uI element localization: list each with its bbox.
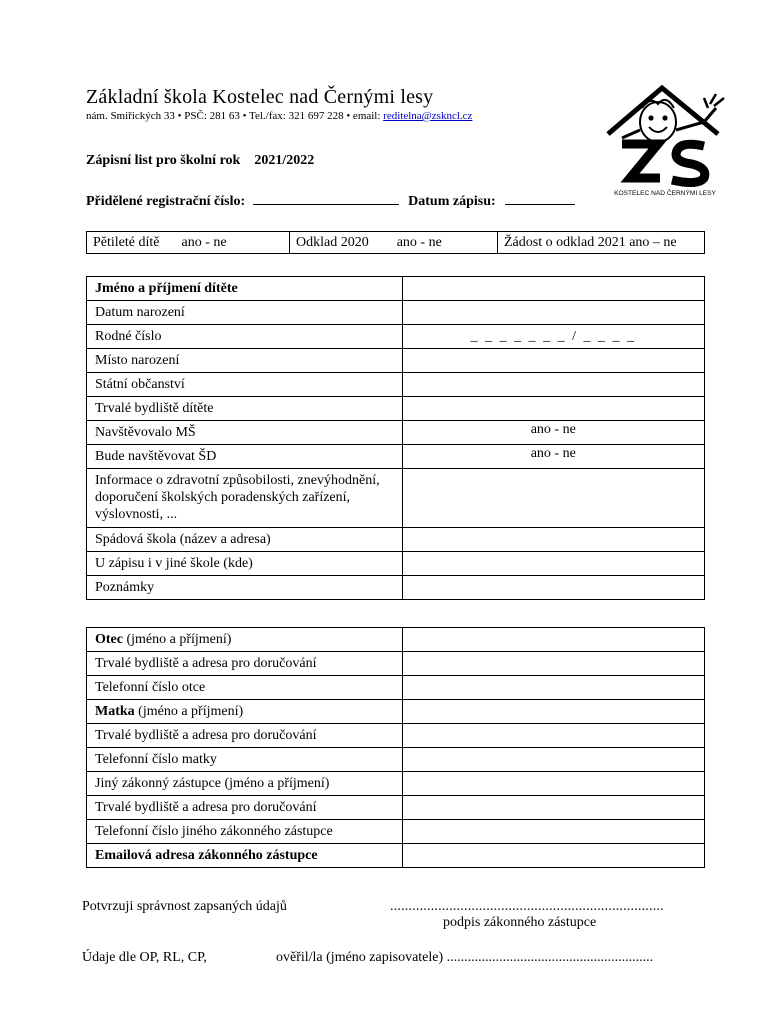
guardian-email-label: Emailová adresa zákonného zástupce	[87, 844, 403, 868]
table-row	[87, 628, 705, 652]
notes-field[interactable]	[402, 576, 704, 600]
birth-date-label: Datum narození	[87, 301, 403, 325]
child-name-field[interactable]	[402, 277, 704, 301]
verified-by-line[interactable]: ověřil/la (jméno zapisovatele) ...........................................................	[276, 950, 654, 965]
citizenship-label: Státní občanství	[87, 373, 403, 397]
table-row	[87, 676, 705, 700]
attended-ms-field[interactable]	[402, 421, 704, 445]
table-row	[87, 373, 705, 397]
registration-number-field[interactable]	[253, 191, 399, 205]
table-row	[87, 277, 705, 301]
will-attend-sd-field[interactable]	[402, 445, 704, 469]
registration-label: Přidělené registrační číslo:	[86, 194, 246, 209]
child-name-label: Jméno a příjmení dítěte	[87, 277, 403, 301]
school-name: Základní škola Kostelec nad Černými lesy	[86, 86, 434, 108]
other-guardian-address-label: Trvalé bydliště a adresa pro doručování	[87, 796, 403, 820]
table-row	[87, 469, 705, 528]
table-row	[87, 528, 705, 552]
child-info-table	[86, 276, 705, 600]
citizenship-field[interactable]	[402, 373, 704, 397]
logo-caption: KOSTELEC NAD ČERNÝMI LESY	[614, 190, 716, 197]
form-title-text: Zápisní list pro školní rok	[86, 153, 241, 168]
registration-line	[86, 191, 575, 210]
mother-label-detail: (jméno a příjmení)	[134, 704, 244, 719]
father-name-label	[87, 628, 403, 652]
deferral-request-2021-cell[interactable]: Žádost o odklad 2021 ano – ne	[498, 232, 705, 254]
table-row	[87, 652, 705, 676]
school-year: 2021/2022	[254, 153, 315, 168]
form-title	[86, 153, 314, 169]
deferral-2020-cell[interactable]	[290, 232, 498, 254]
other-guardian-field[interactable]	[402, 772, 704, 796]
deferral-2020-value[interactable]: ano - ne	[396, 234, 442, 250]
five-year-old-label: Pětileté dítě	[93, 234, 160, 250]
table-row	[87, 349, 705, 373]
table-row	[87, 301, 705, 325]
table-row	[87, 397, 705, 421]
deferral-2020-label: Odklad 2020	[296, 234, 369, 250]
father-label: Otec	[95, 632, 123, 647]
options-table	[86, 231, 705, 254]
address-text: nám. Smiřických 33 • PSČ: 281 63 • Tel./fax: 321 697 228 • email:	[86, 110, 384, 122]
table-row	[87, 325, 705, 349]
mother-phone-field[interactable]	[402, 748, 704, 772]
father-address-label: Trvalé bydliště a adresa pro doručování	[87, 652, 403, 676]
child-residence-field[interactable]	[402, 397, 704, 421]
table-row	[87, 724, 705, 748]
documents-text: Údaje dle OP, RL, CP,	[82, 950, 207, 965]
will-attend-sd-label: Bude navštěvovat ŠD	[87, 445, 403, 469]
other-guardian-label: Jiný zákonný zástupce (jméno a příjmení)	[87, 772, 403, 796]
birth-number-label: Rodné číslo	[87, 325, 403, 349]
table-row	[87, 844, 705, 868]
table-row	[87, 748, 705, 772]
guardian-email-field[interactable]	[402, 844, 704, 868]
table-row	[87, 445, 705, 469]
father-name-field[interactable]	[402, 628, 704, 652]
table-row	[87, 552, 705, 576]
other-school-label: U zápisu i v jiné škole (kde)	[87, 552, 403, 576]
notes-label: Poznámky	[87, 576, 403, 600]
other-guardian-phone-field[interactable]	[402, 820, 704, 844]
mother-address-field[interactable]	[402, 724, 704, 748]
catchment-school-label: Spádová škola (název a adresa)	[87, 528, 403, 552]
school-address	[86, 110, 472, 122]
father-address-field[interactable]	[402, 652, 704, 676]
school-logo	[600, 82, 730, 200]
birth-date-field[interactable]	[402, 301, 704, 325]
signature-label: podpis zákonného zástupce	[443, 915, 597, 930]
email-link[interactable]: reditelna@zskncl.cz	[383, 110, 473, 122]
other-guardian-address-field[interactable]	[402, 796, 704, 820]
father-phone-field[interactable]	[402, 676, 704, 700]
attended-ms-label: Navštěvovalo MŠ	[87, 421, 403, 445]
mother-label: Matka	[95, 704, 135, 719]
health-info-field[interactable]	[402, 469, 704, 528]
date-field[interactable]	[505, 191, 575, 205]
will-attend-sd-value[interactable]: ano - ne	[530, 446, 576, 461]
mother-name-field[interactable]	[402, 700, 704, 724]
catchment-school-field[interactable]	[402, 528, 704, 552]
table-row	[87, 700, 705, 724]
birth-number-field[interactable]: _ _ _ _ _ _ _ / _ _ _ _	[402, 325, 704, 349]
mother-address-label: Trvalé bydliště a adresa pro doručování	[87, 724, 403, 748]
five-year-old-cell[interactable]	[87, 232, 290, 254]
mother-phone-label: Telefonní číslo matky	[87, 748, 403, 772]
signature-line[interactable]: ..........................................................................	[390, 899, 664, 914]
five-year-old-value[interactable]: ano - ne	[181, 234, 227, 250]
father-label-detail: (jméno a příjmení)	[122, 632, 232, 647]
other-school-field[interactable]	[402, 552, 704, 576]
birth-place-label: Místo narození	[87, 349, 403, 373]
birth-place-field[interactable]	[402, 349, 704, 373]
health-info-label: Informace o zdravotní způsobilosti, znevýhodnění, doporučení školských poradenských zařízení, výslovnosti, ...	[87, 469, 403, 528]
mother-name-label	[87, 700, 403, 724]
other-guardian-phone-label: Telefonní číslo jiného zákonného zástupce	[87, 820, 403, 844]
table-row	[87, 576, 705, 600]
child-residence-label: Trvalé bydliště dítěte	[87, 397, 403, 421]
table-row	[87, 421, 705, 445]
table-row	[87, 796, 705, 820]
attended-ms-value[interactable]: ano - ne	[530, 422, 576, 437]
confirmation-text: Potvrzuji správnost zapsaných údajů	[82, 899, 287, 914]
date-label: Datum zápisu:	[408, 194, 496, 209]
guardian-info-table	[86, 627, 705, 868]
father-phone-label: Telefonní číslo otce	[87, 676, 403, 700]
table-row	[87, 772, 705, 796]
table-row	[87, 820, 705, 844]
